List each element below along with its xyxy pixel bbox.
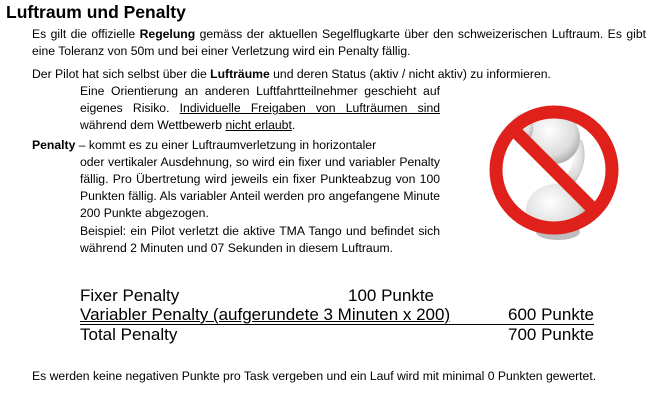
example-paragraph: Beispiel: ein Pilot verletzt die aktive TMA Tango und befindet sich während 2 Minuten und 07 Sekunden in diesem Luftraum.: [80, 224, 440, 255]
total-penalty-row: [80, 325, 594, 344]
total-penalty-value: 700 Punkte: [507, 325, 594, 344]
rule-paragraph: Es gilt die offizielle Regelung gemäss der aktuellen Segelflugkarte über den schweizerischen Luftraum. Es gibt eine Toleranz von 50m und bei einer Verletzung wird ein Penalty fällig.: [32, 27, 646, 58]
variable-penalty-value: 600 Punkte: [507, 305, 594, 324]
fixed-penalty-row: [80, 286, 594, 305]
orientation-paragraph: Eine Orientierung an anderen Luftfahrtteilnehmer geschieht auf eigenes Risiko. Individuelle Freigaben von Lufträumen sind während dem Wettbewerb nicht erlaubt.: [80, 84, 440, 132]
fixed-penalty-value: 100 Punkte: [348, 286, 435, 305]
negative-points-paragraph: Es werden keine negativen Punkte pro Task vergeben und ein Lauf wird mit minimal 0 Punkten gewertet.: [32, 369, 597, 383]
penalty-paragraph: Penalty – kommt es zu einer Luftraumverletzung in horizontaler oder vertikaler Ausdehnung, so wird ein fixer und variabler Penalty fällig. Pro Übertretung wird jeweils ein fixer Punkteabzug von 100 Punkten fällig. Als variabler Anteil werden pro angefangene Minute 200 Punkte abgezogen.: [32, 138, 440, 220]
penalty-calculation: [80, 286, 594, 344]
variable-penalty-label: Variabler Penalty (aufgerundete 3 Minuten x 200): [80, 305, 451, 324]
page-title: Luftraum und Penalty: [6, 2, 186, 22]
variable-penalty-row: [80, 305, 594, 325]
total-penalty-label: Total Penalty: [80, 325, 178, 344]
pilot-info-paragraph: Der Pilot hat sich selbst über die Lufträume und deren Status (aktiv / nicht aktiv) zu informieren.: [32, 67, 551, 81]
stop-person-prohibition-icon: [478, 92, 628, 242]
fixed-penalty-label: Fixer Penalty: [80, 286, 180, 305]
